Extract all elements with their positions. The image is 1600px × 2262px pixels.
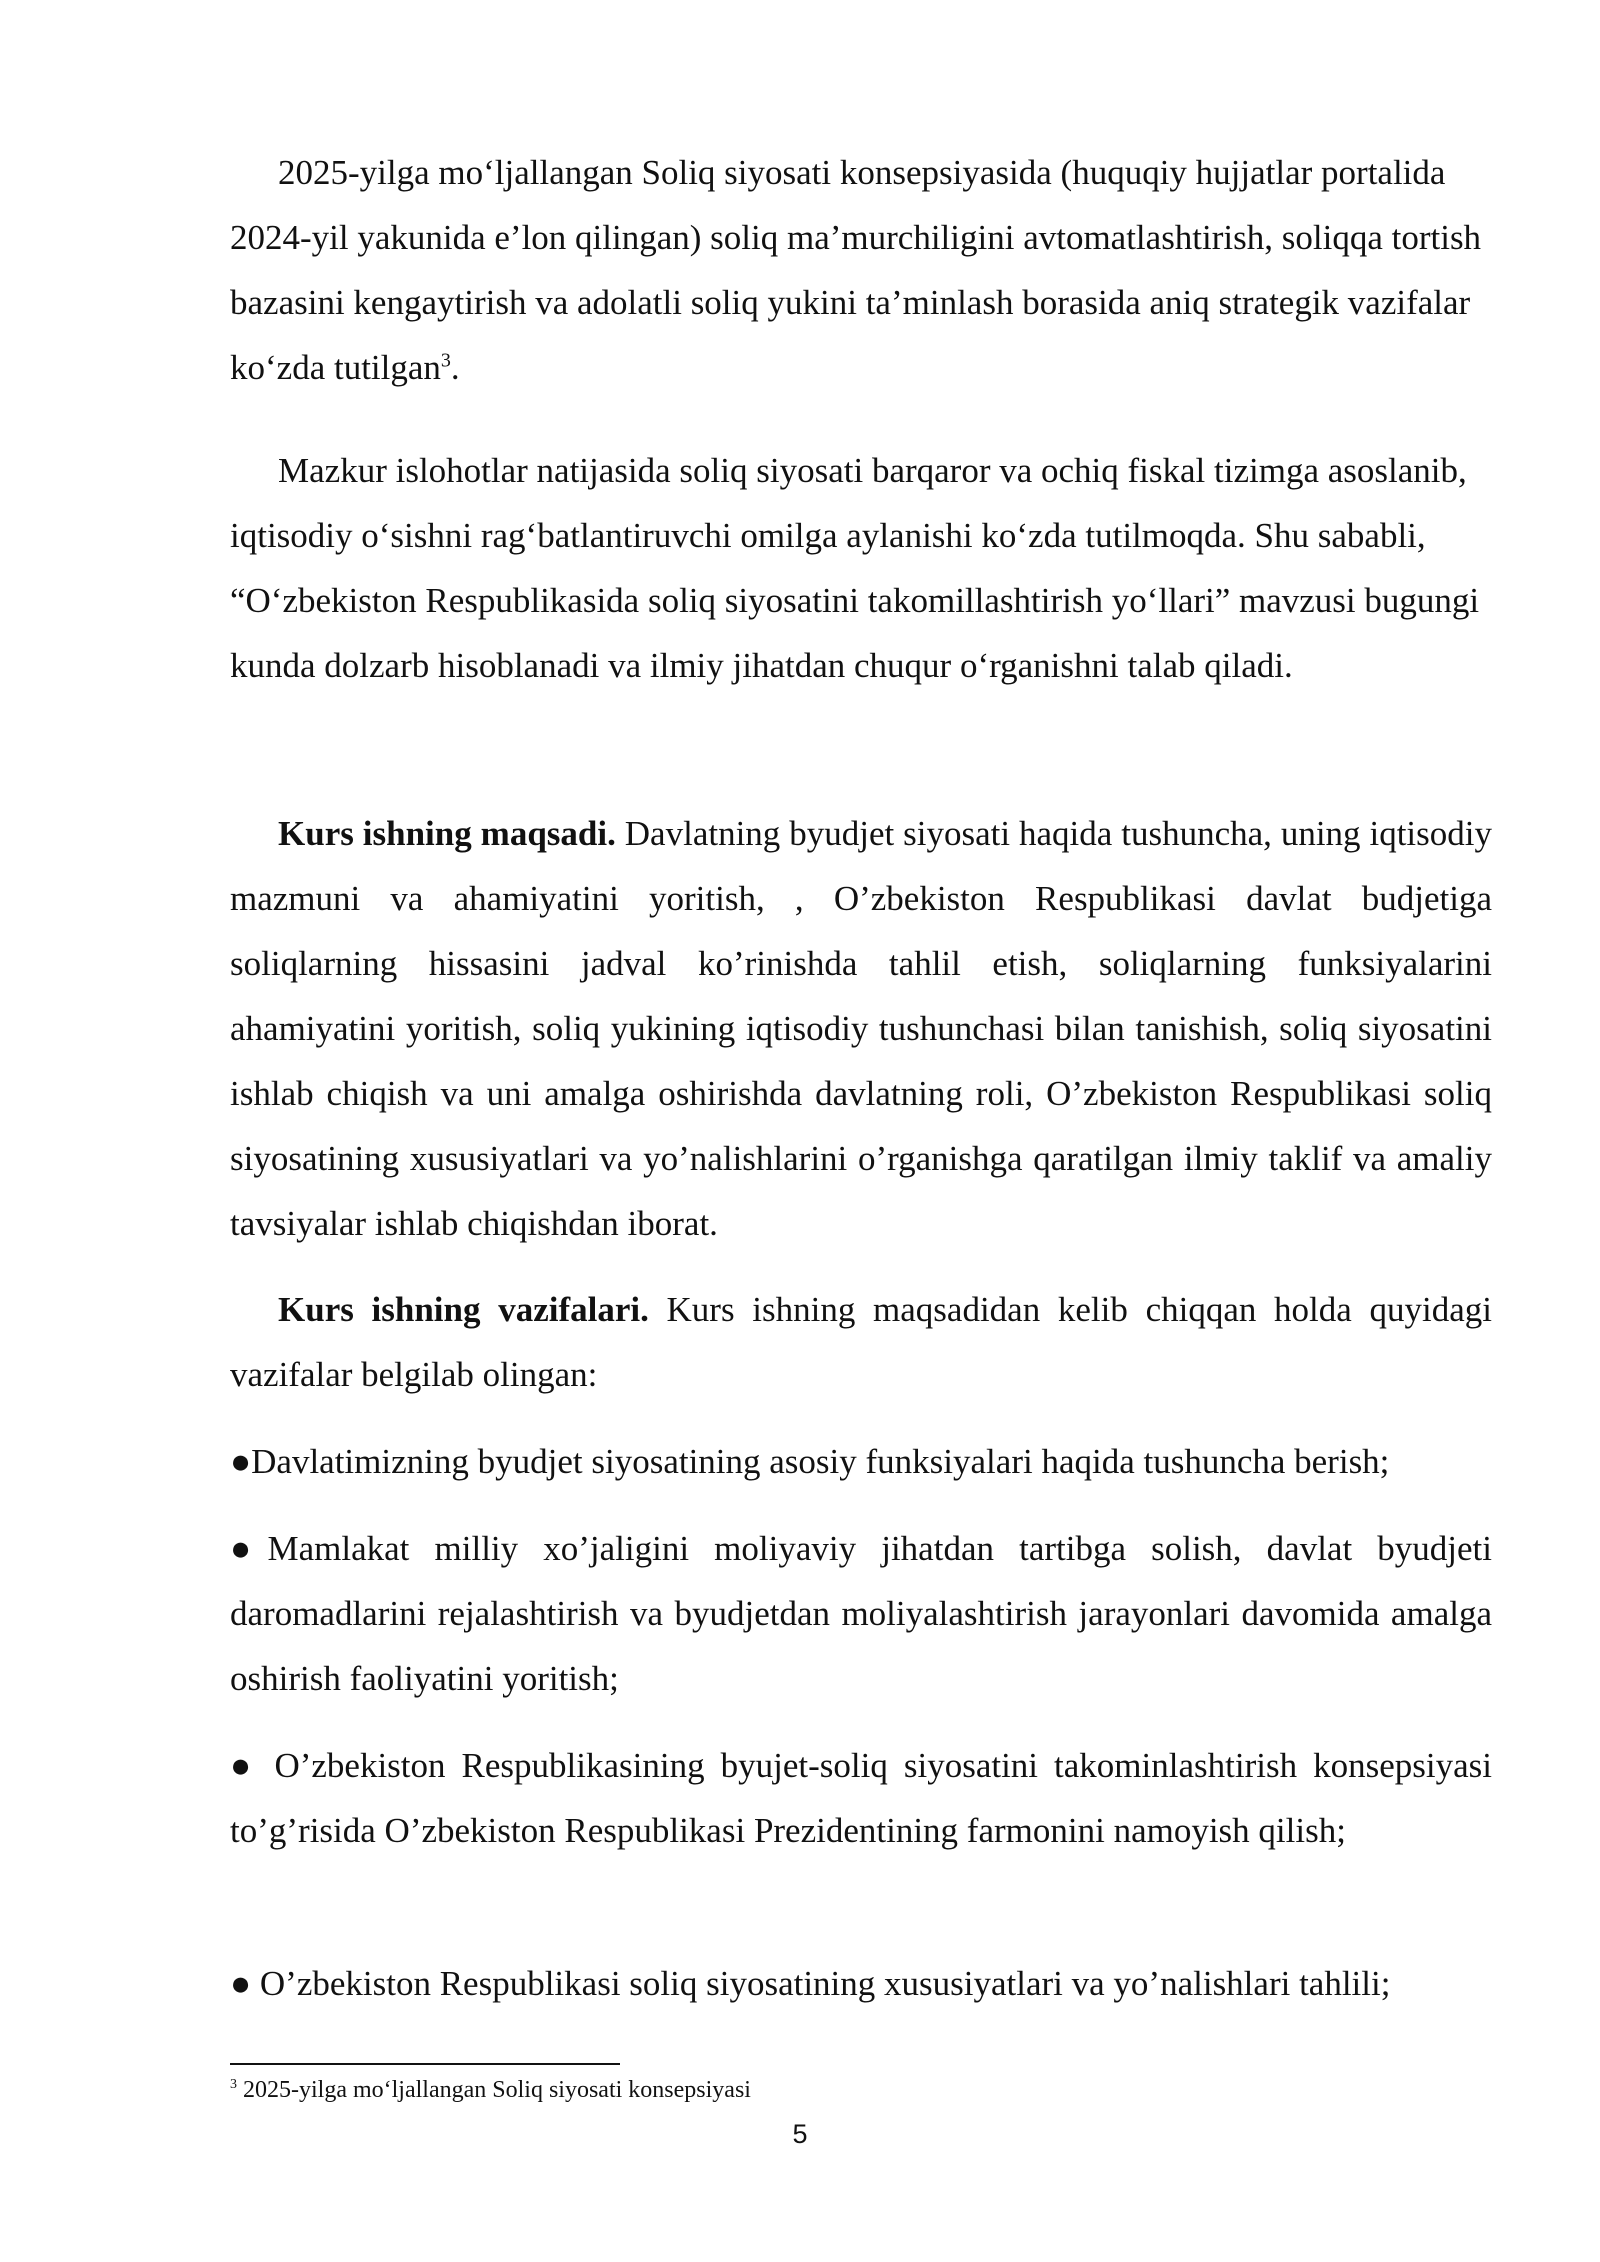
paragraph-reforms: Mazkur islohotlar natijasida soliq siyosati barqaror va ochiq fiskal tizimga asoslanib, iqtisodiy o‘sishni rag‘batlantiruvchi omilga aylanishi ko‘zda tutilmoqda. Shu sababli, “O‘zbekiston Respublikasida soliq siyosatini takomillashtirish yo‘llari” mavzusi bugungi kunda dolzarb hisoblanadi va ilmiy jihatdan chuqur o‘rganishni talab qiladi.	[230, 451, 1480, 685]
footnote-reference[interactable]: 3	[440, 349, 451, 372]
course-goal-heading: Kurs ishning maqsadi.	[278, 814, 616, 853]
paragraph-course-tasks	[230, 1277, 1492, 1407]
footnote	[230, 2075, 751, 2105]
footnote-separator	[230, 2063, 620, 2065]
bullet-item-presidential-decree: ● O’zbekiston Respublikasining byujet-soliq siyosatini takominlashtirish konsepsiyasi to’g’risida O’zbekiston Respublikasi Prezidentining farmonini namoyish qilish;	[230, 1746, 1492, 1850]
paragraph-course-goal	[230, 801, 1492, 1256]
page-number: 5	[792, 2119, 808, 2149]
bullet-item-financial-regulation: ●Mamlakat milliy xo’jaligini moliyaviy jihatdan tartibga solish, davlat byudjeti daromadlarini rejalashtirish va byudjetdan moliyalashtirish jarayonlari davomida amalga oshirish faoliyatini yoritish;	[230, 1529, 1492, 1698]
bullet-item-budget-functions: ●Davlatimizning byudjet siyosatining asosiy funksiyalari haqida tushuncha berish;	[230, 1442, 1390, 1481]
paragraph-intro-concept-end: .	[450, 348, 460, 387]
footnote-marker: 3	[230, 2077, 237, 2092]
paragraph-intro-concept-text: 2025-yilga mo‘ljallangan Soliq siyosati konsepsiyasida (huquqiy hujjatlar portalida 2024-yil yakunida e’lon qilingan) soliq ma’murchiligini avtomatlashtirish, soliqqa tortish bazasini kengaytirish va adolatli soliq yukini ta’minlash borasida aniq strategik vazifalar ko‘zda tutilgan	[230, 153, 1482, 387]
course-tasks-heading: Kurs ishning vazifalari.	[278, 1290, 649, 1329]
course-tasks-text: Kurs ishning maqsadidan kelib chiqqan holda quyidagi vazifalar belgilab olingan:	[230, 1290, 1492, 1394]
footnote-text: 2025-yilga mo‘ljallangan Soliq siyosati konsepsiyasi	[237, 2077, 751, 2103]
paragraph-intro-concept	[230, 140, 1492, 400]
bullet-item-tax-policy-analysis: ● O’zbekiston Respublikasi soliq siyosatining xususiyatlari va yo’nalishlari tahlili;	[230, 1964, 1391, 2003]
course-goal-text: Davlatning byudjet siyosati haqida tushuncha, uning iqtisodiy mazmuni va ahamiyatini yoritish, , O’zbekiston Respublikasi davlat budjetiga soliqlarning hissasini jadval ko’rinishda tahlil etish, soliqlarning funksiyalarini ahamiyatini yoritish, soliq yukining iqtisodiy tushunchasi bilan tanishish, soliq siyosatini ishlab chiqish va uni amalga oshirishda davlatning roli, O’zbekiston Respublikasi soliq siyosatining xususiyatlari va yo’nalishlarini o’rganishga qaratilgan ilmiy taklif va amaliy tavsiyalar ishlab chiqishdan iborat.	[230, 814, 1492, 1243]
